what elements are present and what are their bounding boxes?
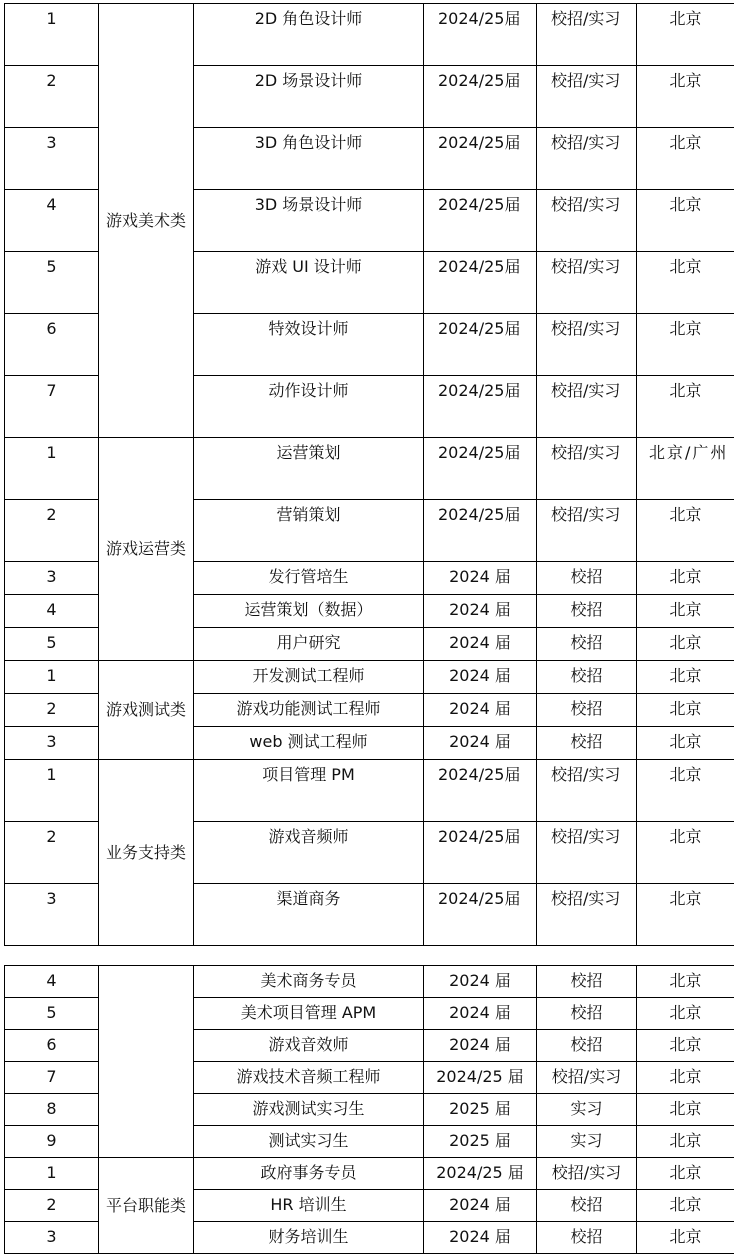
- type-cell: 校招/实习: [537, 252, 637, 314]
- type-cell: 校招: [537, 966, 637, 998]
- position-cell: HR 培训生: [194, 1190, 424, 1222]
- type-cell: 校招/实习: [537, 884, 637, 946]
- year-cell: 2024/25 届: [424, 1158, 537, 1190]
- type-cell: 校招: [537, 694, 637, 727]
- position-cell: 2D 场景设计师: [194, 66, 424, 128]
- position-cell: web 测试工程师: [194, 727, 424, 760]
- year-cell: 2024/25届: [424, 438, 537, 500]
- row-number: 3: [5, 884, 99, 946]
- position-cell: 开发测试工程师: [194, 661, 424, 694]
- table-row: [5, 966, 734, 998]
- row-number: 2: [5, 66, 99, 128]
- row-number: 5: [5, 998, 99, 1030]
- city-cell: 北京: [637, 998, 734, 1030]
- table-row: [5, 1158, 734, 1190]
- city-cell: 北京: [637, 252, 734, 314]
- row-number: 9: [5, 1126, 99, 1158]
- year-cell: 2024 届: [424, 1222, 537, 1254]
- position-cell: 测试实习生: [194, 1126, 424, 1158]
- type-cell: 校招: [537, 1222, 637, 1254]
- city-cell: 北京/广州: [637, 438, 734, 500]
- category-cell: 游戏美术类: [99, 4, 194, 438]
- row-number: 6: [5, 314, 99, 376]
- city-cell: 北京: [637, 128, 734, 190]
- year-cell: 2024 届: [424, 595, 537, 628]
- city-cell: 北京: [637, 66, 734, 128]
- city-cell: 北京: [637, 190, 734, 252]
- city-cell: 北京: [637, 1158, 734, 1190]
- job-table-continued: [4, 965, 734, 1254]
- city-cell: 北京: [637, 1222, 734, 1254]
- row-number: 8: [5, 1094, 99, 1126]
- position-cell: 美术项目管理 APM: [194, 998, 424, 1030]
- category-cell: 游戏运营类: [99, 438, 194, 661]
- city-cell: 北京: [637, 595, 734, 628]
- type-cell: 校招: [537, 1190, 637, 1222]
- year-cell: 2024/25届: [424, 500, 537, 562]
- position-cell: 渠道商务: [194, 884, 424, 946]
- city-cell: 北京: [637, 628, 734, 661]
- type-cell: 实习: [537, 1126, 637, 1158]
- year-cell: 2025 届: [424, 1094, 537, 1126]
- row-number: 7: [5, 376, 99, 438]
- year-cell: 2025 届: [424, 1126, 537, 1158]
- position-cell: 财务培训生: [194, 1222, 424, 1254]
- row-number: 3: [5, 562, 99, 595]
- year-cell: 2024 届: [424, 1190, 537, 1222]
- category-cell: 平台职能类: [99, 1158, 194, 1254]
- table-row: [5, 661, 734, 694]
- position-cell: 2D 角色设计师: [194, 4, 424, 66]
- position-cell: 美术商务专员: [194, 966, 424, 998]
- position-cell: 游戏音频师: [194, 822, 424, 884]
- row-number: 2: [5, 500, 99, 562]
- year-cell: 2024/25届: [424, 822, 537, 884]
- table-row: [5, 760, 734, 822]
- row-number: 2: [5, 1190, 99, 1222]
- position-cell: 运营策划: [194, 438, 424, 500]
- year-cell: 2024/25届: [424, 314, 537, 376]
- year-cell: 2024/25届: [424, 190, 537, 252]
- row-number: 3: [5, 727, 99, 760]
- city-cell: 北京: [637, 376, 734, 438]
- type-cell: 校招/实习: [537, 376, 637, 438]
- position-cell: 发行管培生: [194, 562, 424, 595]
- position-cell: 游戏 UI 设计师: [194, 252, 424, 314]
- position-cell: 游戏测试实习生: [194, 1094, 424, 1126]
- year-cell: 2024 届: [424, 1030, 537, 1062]
- city-cell: 北京: [637, 1062, 734, 1094]
- row-number: 5: [5, 628, 99, 661]
- row-number: 4: [5, 190, 99, 252]
- position-cell: 游戏功能测试工程师: [194, 694, 424, 727]
- category-cell: 业务支持类: [99, 760, 194, 946]
- year-cell: 2024/25届: [424, 760, 537, 822]
- city-cell: 北京: [637, 1094, 734, 1126]
- type-cell: 校招/实习: [537, 1062, 637, 1094]
- row-number: 7: [5, 1062, 99, 1094]
- position-cell: 政府事务专员: [194, 1158, 424, 1190]
- row-number: 2: [5, 822, 99, 884]
- category-cell: 游戏测试类: [99, 661, 194, 760]
- year-cell: 2024/25届: [424, 66, 537, 128]
- row-number: 1: [5, 1158, 99, 1190]
- type-cell: 校招: [537, 998, 637, 1030]
- row-number: 6: [5, 1030, 99, 1062]
- type-cell: 校招/实习: [537, 822, 637, 884]
- city-cell: 北京: [637, 1126, 734, 1158]
- year-cell: 2024 届: [424, 661, 537, 694]
- row-number: 2: [5, 694, 99, 727]
- year-cell: 2024/25届: [424, 252, 537, 314]
- type-cell: 校招/实习: [537, 190, 637, 252]
- city-cell: 北京: [637, 822, 734, 884]
- category-cell-empty: [99, 966, 194, 1158]
- table-row: [5, 438, 734, 500]
- city-cell: 北京: [637, 500, 734, 562]
- type-cell: 校招/实习: [537, 438, 637, 500]
- type-cell: 校招/实习: [537, 500, 637, 562]
- year-cell: 2024/25届: [424, 376, 537, 438]
- table-row: [5, 4, 734, 66]
- city-cell: 北京: [637, 760, 734, 822]
- position-cell: 特效设计师: [194, 314, 424, 376]
- type-cell: 校招: [537, 628, 637, 661]
- row-number: 3: [5, 128, 99, 190]
- year-cell: 2024 届: [424, 562, 537, 595]
- position-cell: 游戏音效师: [194, 1030, 424, 1062]
- year-cell: 2024 届: [424, 966, 537, 998]
- type-cell: 校招: [537, 562, 637, 595]
- city-cell: 北京: [637, 1030, 734, 1062]
- position-cell: 项目管理 PM: [194, 760, 424, 822]
- type-cell: 校招/实习: [537, 1158, 637, 1190]
- row-number: 5: [5, 252, 99, 314]
- position-cell: 运营策划（数据）: [194, 595, 424, 628]
- year-cell: 2024/25届: [424, 884, 537, 946]
- year-cell: 2024/25届: [424, 4, 537, 66]
- row-number: 1: [5, 760, 99, 822]
- type-cell: 校招: [537, 661, 637, 694]
- position-cell: 3D 场景设计师: [194, 190, 424, 252]
- city-cell: 北京: [637, 661, 734, 694]
- year-cell: 2024/25 届: [424, 1062, 537, 1094]
- city-cell: 北京: [637, 562, 734, 595]
- city-cell: 北京: [637, 727, 734, 760]
- row-number: 4: [5, 966, 99, 998]
- row-number: 3: [5, 1222, 99, 1254]
- type-cell: 校招: [537, 595, 637, 628]
- city-cell: 北京: [637, 314, 734, 376]
- row-number: 4: [5, 595, 99, 628]
- type-cell: 实习: [537, 1094, 637, 1126]
- year-cell: 2024 届: [424, 694, 537, 727]
- city-cell: 北京: [637, 1190, 734, 1222]
- type-cell: 校招/实习: [537, 4, 637, 66]
- position-cell: 营销策划: [194, 500, 424, 562]
- row-number: 1: [5, 661, 99, 694]
- city-cell: 北京: [637, 4, 734, 66]
- type-cell: 校招: [537, 727, 637, 760]
- position-cell: 动作设计师: [194, 376, 424, 438]
- year-cell: 2024 届: [424, 998, 537, 1030]
- type-cell: 校招: [537, 1030, 637, 1062]
- city-cell: 北京: [637, 694, 734, 727]
- year-cell: 2024 届: [424, 628, 537, 661]
- type-cell: 校招/实习: [537, 314, 637, 376]
- type-cell: 校招/实习: [537, 66, 637, 128]
- position-cell: 用户研究: [194, 628, 424, 661]
- type-cell: 校招/实习: [537, 760, 637, 822]
- city-cell: 北京: [637, 966, 734, 998]
- city-cell: 北京: [637, 884, 734, 946]
- year-cell: 2024/25届: [424, 128, 537, 190]
- type-cell: 校招/实习: [537, 128, 637, 190]
- row-number: 1: [5, 4, 99, 66]
- row-number: 1: [5, 438, 99, 500]
- position-cell: 游戏技术音频工程师: [194, 1062, 424, 1094]
- year-cell: 2024 届: [424, 727, 537, 760]
- position-cell: 3D 角色设计师: [194, 128, 424, 190]
- job-table: [4, 3, 734, 946]
